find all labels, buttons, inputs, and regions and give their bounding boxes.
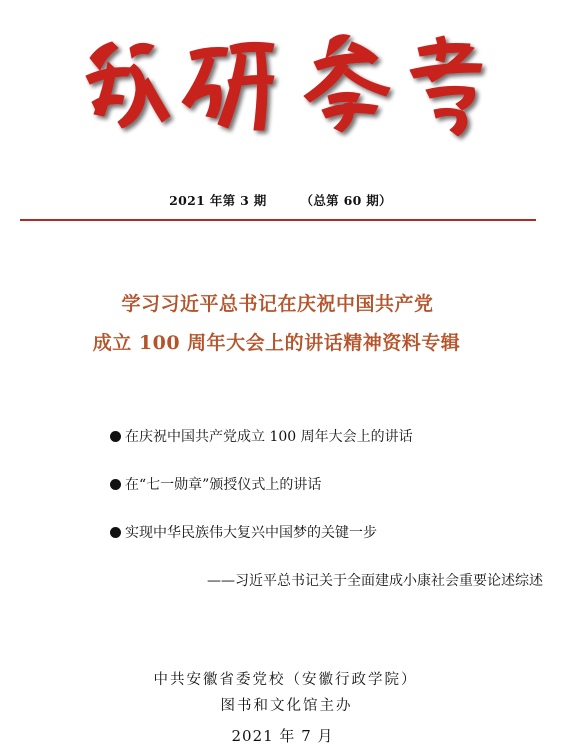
issue-number: 2021 年第 3 期 xyxy=(169,193,267,208)
masthead-char-3 xyxy=(304,35,390,132)
toc-item-1 xyxy=(110,426,413,446)
bullet-icon xyxy=(110,527,121,538)
toc-item-3-subtitle: ——习近平总书记关于全面建成小康社会重要论述综述 xyxy=(207,573,543,589)
publication-date: 2021 年 7 月 xyxy=(231,727,334,745)
masthead-title xyxy=(78,18,498,143)
masthead-char-4 xyxy=(410,36,482,136)
host-department: 图书和文化馆主办 xyxy=(220,698,353,714)
toc-item-label: 在庆祝中国共产党成立 100 周年大会上的讲话 xyxy=(125,429,413,445)
bullet-icon xyxy=(110,431,121,442)
toc-item-3 xyxy=(110,522,377,542)
masthead-char-1 xyxy=(86,42,170,128)
publisher-name: 中共安徽省委党校（安徽行政学院） xyxy=(153,672,418,688)
issue-line xyxy=(0,191,561,209)
toc-item-2 xyxy=(110,474,321,494)
toc-item-label: 实现中华民族伟大复兴中国梦的关键一步 xyxy=(125,525,377,541)
bullet-icon xyxy=(110,479,121,490)
masthead-char-2 xyxy=(182,42,274,130)
headline-line-2: 成立 100 周年大会上的讲话精神资料专辑 xyxy=(92,332,461,354)
toc-item-label: 在“七一勋章”颁授仪式上的讲话 xyxy=(125,477,322,493)
header-divider xyxy=(20,219,536,221)
headline-line-1: 学习习近平总书记在庆祝中国共产党 xyxy=(121,293,434,315)
issue-total: （总第 60 期） xyxy=(300,193,392,208)
masthead-calligraphy xyxy=(78,18,498,143)
